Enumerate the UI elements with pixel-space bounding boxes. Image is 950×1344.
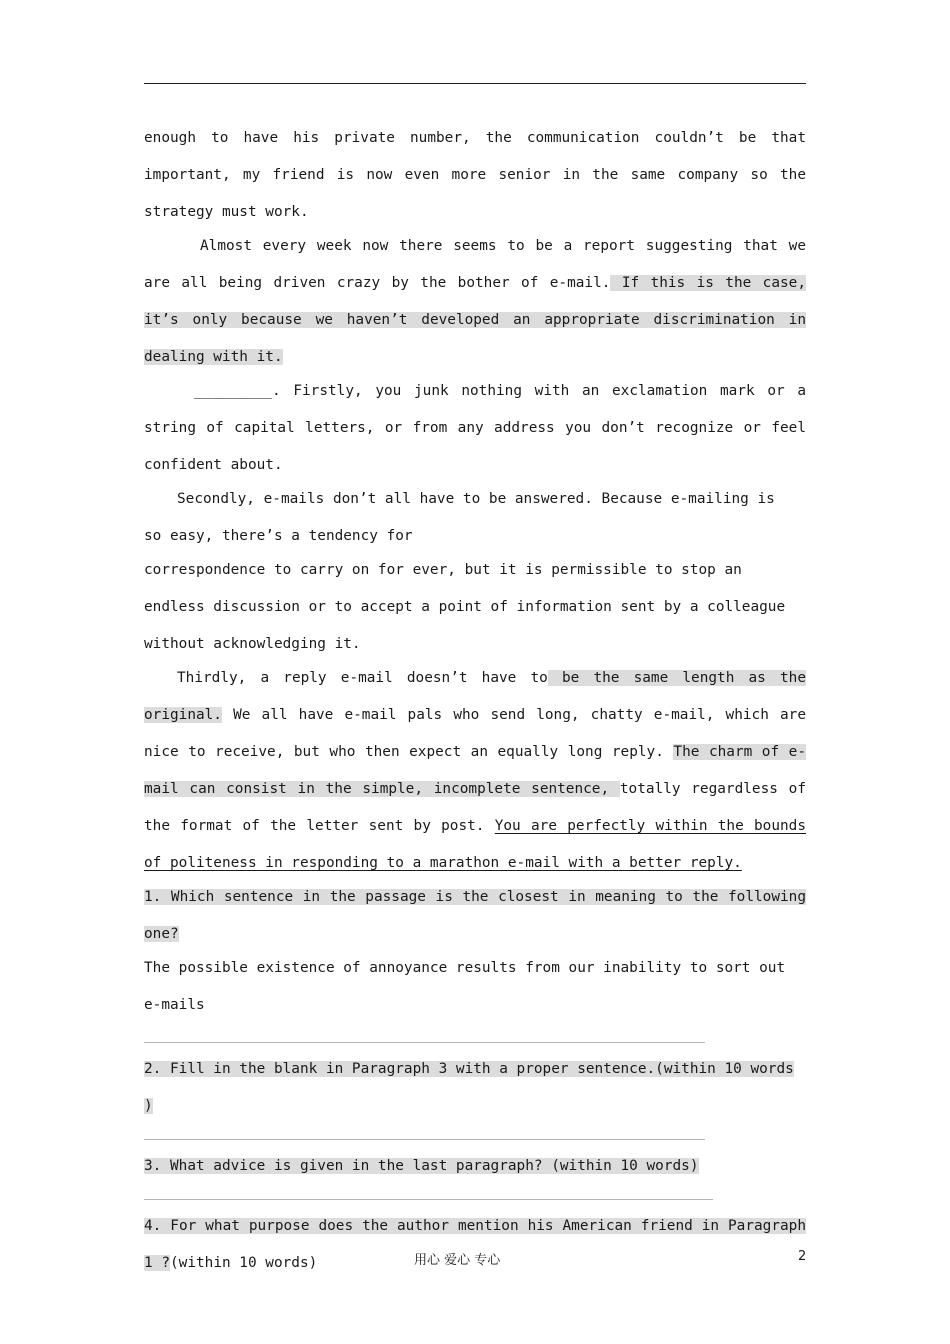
paragraph-5: [144, 660, 806, 882]
paragraph-5-part-2: We all have e-mail pals who send long, chatty e-mail, which are nice to receive, but who then expect an equally long reply.: [144, 707, 806, 760]
question-3: [144, 1148, 806, 1185]
question-2-prompt: 2. Fill in the blank in Paragraph 3 with a proper sentence.(within 10 words ): [144, 1061, 794, 1114]
answer-line-2[interactable]: [144, 1139, 705, 1140]
question-1: [144, 879, 806, 953]
paragraph-5-highlight-2: The charm of e-mail can consist in the simple, incomplete sentence,: [144, 744, 806, 797]
paragraph-2-text: Almost every week now there seems to be a report suggesting that we are all being driven crazy by the bother of e-mail.: [144, 238, 806, 291]
paragraph-2: [144, 228, 806, 376]
answer-line-3[interactable]: [144, 1199, 713, 1200]
paragraph-4-line-1: Secondly, e-mails don’t all have to be answered. Because e-mailing is so easy, there’s a tendency for: [144, 491, 775, 544]
paragraph-3-blank: _________: [194, 383, 272, 399]
question-1-detail: The possible existence of annoyance results from our inability to sort out e-mails: [144, 960, 786, 1013]
paragraph-3: [144, 373, 806, 484]
paragraph-3-text: . Firstly, you junk nothing with an exclamation mark or a string of capital letters, or from any address you don’t recognize or feel confident about.: [144, 383, 806, 473]
paragraph-5-underlined: You are perfectly within the bounds of politeness in responding to a marathon e-mail with a better reply.: [144, 818, 806, 871]
question-4: [144, 1208, 806, 1282]
paragraph-5-highlight-1: be the same length as the original.: [144, 670, 806, 723]
answer-line-1[interactable]: [144, 1042, 705, 1043]
question-3-prompt: 3. What advice is given in the last paragraph? (within 10 words): [144, 1158, 699, 1174]
page-number: 2: [798, 1249, 807, 1264]
question-1-prompt: 1. Which sentence in the passage is the closest in meaning to the following one?: [144, 889, 806, 942]
document-body: [144, 120, 806, 1282]
header-rule: [144, 83, 806, 84]
paragraph-5-part-1: Thirdly, a reply e-mail doesn’t have to: [177, 670, 548, 686]
question-4-prompt: 4. For what purpose does the author mention his American friend in Paragraph 1 ?: [144, 1218, 806, 1271]
question-4-suffix: (within 10 words): [170, 1255, 318, 1271]
paragraph-5-part-3: totally regardless of the format of the letter sent by post.: [144, 781, 806, 834]
footer-motto: 用心 爱心 专心: [414, 1253, 501, 1268]
paragraph-1: enough to have his private number, the communication couldn’t be that important, my friend is now even more senior in the same company so the strategy must work.: [144, 130, 806, 220]
paragraph-4-line-2: correspondence to carry on for ever, but it is permissible to stop an endless discussion or to accept a point of information sent by a colleague without acknowledging it.: [144, 562, 786, 652]
paragraph-2-highlight: If this is the case, it’s only because we haven’t developed an appropriate discrimination in dealing with it.: [144, 275, 807, 365]
question-2: [144, 1051, 806, 1125]
